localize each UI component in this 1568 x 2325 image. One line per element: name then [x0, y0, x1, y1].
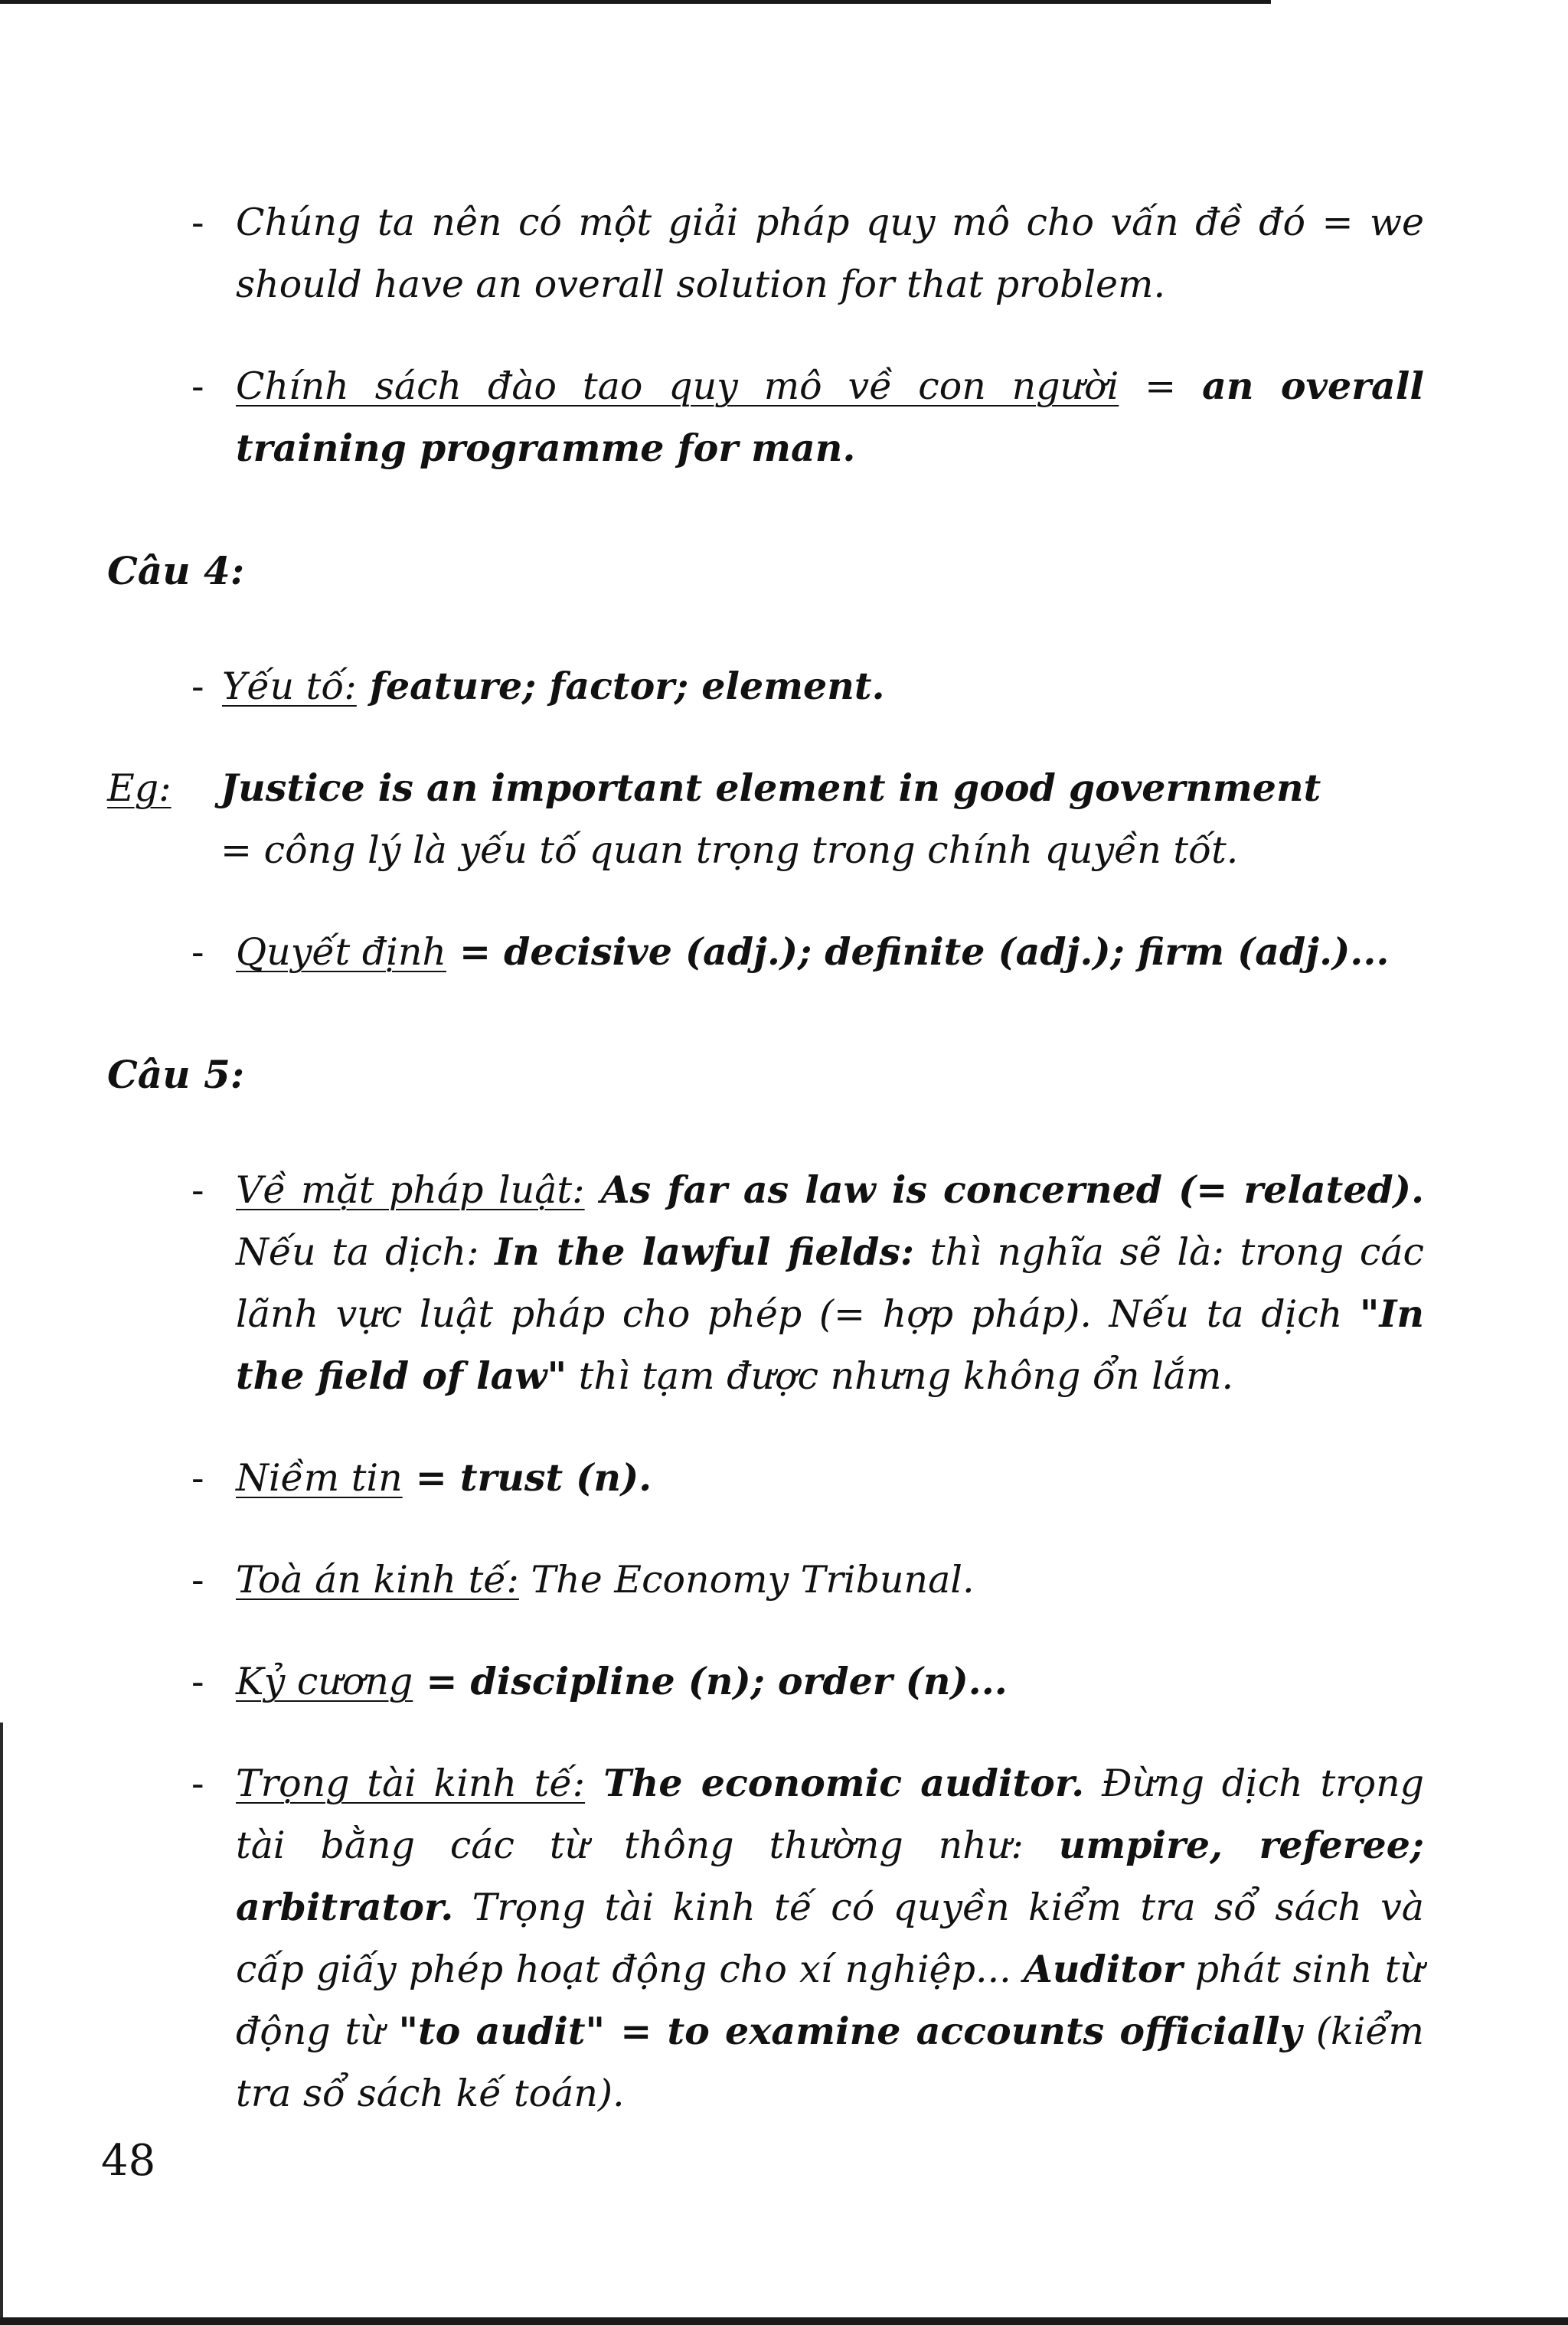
section-heading: Câu 5:: [107, 1052, 245, 1097]
definition: = discipline (n); order (n)...: [413, 1659, 1008, 1703]
list-item: - Chúng ta nên có một giải pháp quy mô cho vấn đề đó = we should have an overall solution for that problem.: [191, 201, 1424, 306]
list-item: - Toà án kinh tế: The Economy Tribunal.: [191, 1558, 975, 1602]
bold-phrase: "In the field of law": [236, 1291, 1424, 1398]
list-item: - Về mặt pháp luật: As far as law is concerned (= related). Nếu ta dịch: In the lawful fields: thì nghĩa sẽ là: trong các lãnh vực luật pháp cho phép (= hợp pháp). Nếu ta dịch "In the field of law" thì tạm được nhưng không ổn lắm.: [191, 1167, 1424, 1398]
bold-phrase: "to audit" = to examine accounts officially: [398, 2009, 1302, 2053]
term: Niềm tin: [236, 1456, 403, 1500]
example-en: Justice is an important element in good government: [220, 766, 1321, 810]
translation: an overall training programme for man.: [236, 364, 1424, 470]
text: Trọng tài kinh tế có quyền kiểm tra sổ sách và cấp giấy phép hoạt động cho xí nghiệp...: [236, 1886, 1424, 1991]
bold-phrase: umpire, referee; arbitrator.: [236, 1823, 1424, 1929]
text: (kiểm tra sổ sách kế toán).: [236, 2010, 1424, 2115]
term: Toà án kinh tế:: [236, 1558, 519, 1602]
equals: =: [1119, 364, 1203, 408]
term: Về mặt pháp luật:: [236, 1168, 585, 1212]
definition: = decisive (adj.); definite (adj.); firm (adj.)...: [446, 929, 1390, 974]
vn-text: Chúng ta nên có một giải pháp quy mô cho vấn đề đó =: [236, 201, 1354, 244]
list-item: - Yếu tố: feature; factor; element.: [191, 664, 885, 708]
scan-bottom-edge: [0, 2317, 1568, 2325]
scan-left-edge: [0, 1723, 3, 2325]
bold-phrase: The economic auditor.: [585, 1761, 1085, 1805]
definition: = trust (n).: [402, 1455, 652, 1500]
example-label: Eg:: [107, 766, 172, 810]
scan-top-edge: [0, 0, 1271, 4]
text: thì nghĩa sẽ là: trong các lãnh vực luật pháp cho phép (= hợp pháp). Nếu ta dịch: [236, 1230, 1424, 1336]
term: Trọng tài kinh tế:: [236, 1762, 586, 1805]
section-heading: Câu 4:: [107, 548, 245, 593]
list-item: - Quyết định = decisive (adj.); definite (adj.); firm (adj.)...: [191, 929, 1390, 974]
list-item: - Niềm tin = trust (n).: [191, 1455, 652, 1500]
bold-phrase: Auditor: [1023, 1947, 1183, 1991]
bold-phrase: As far as law is concerned (= related).: [584, 1167, 1424, 1212]
page-body: [107, 191, 1424, 2164]
text: phát sinh từ động từ: [236, 1948, 1424, 2053]
term: Kỷ cương: [236, 1660, 413, 1703]
list-item: - Chính sách đào tao quy mô về con người = an overall training programme for man.: [191, 364, 1424, 470]
example-vn: = công lý là yếu tố quan trọng trong chính quyền tốt.: [220, 828, 1239, 872]
text: thì tạm được nhưng không ổn lắm.: [567, 1354, 1234, 1398]
term: Chính sách đào tao quy mô về con người: [236, 364, 1119, 408]
term: Yếu tố:: [222, 665, 357, 708]
en-text: we should have an overall solution for that problem.: [236, 201, 1424, 306]
definition: The Economy Tribunal.: [518, 1558, 975, 1602]
definition: feature; factor; element.: [356, 664, 885, 708]
list-item: - Kỷ cương = discipline (n); order (n)...: [191, 1659, 1008, 1703]
term: Quyết định: [236, 930, 446, 974]
list-item: - Trọng tài kinh tế: The economic auditor. Đừng dịch trọng tài bằng các từ thông thường như: umpire, referee; arbitrator. Trọng tài kinh tế có quyền kiểm tra sổ sách và cấp giấy phép hoạt động cho xí nghiệp... Auditor phát sinh từ động từ "to audit" = to examine accounts officially (kiểm tra sổ sách kế toán).: [191, 1761, 1424, 2115]
text: Đừng dịch trọng tài bằng các từ thông thường như:: [236, 1762, 1424, 1867]
page-number: 48: [101, 2136, 156, 2186]
text: Nếu ta dịch:: [236, 1230, 495, 1274]
bold-phrase: In the lawful fields:: [495, 1229, 915, 1274]
example: [107, 757, 1424, 881]
